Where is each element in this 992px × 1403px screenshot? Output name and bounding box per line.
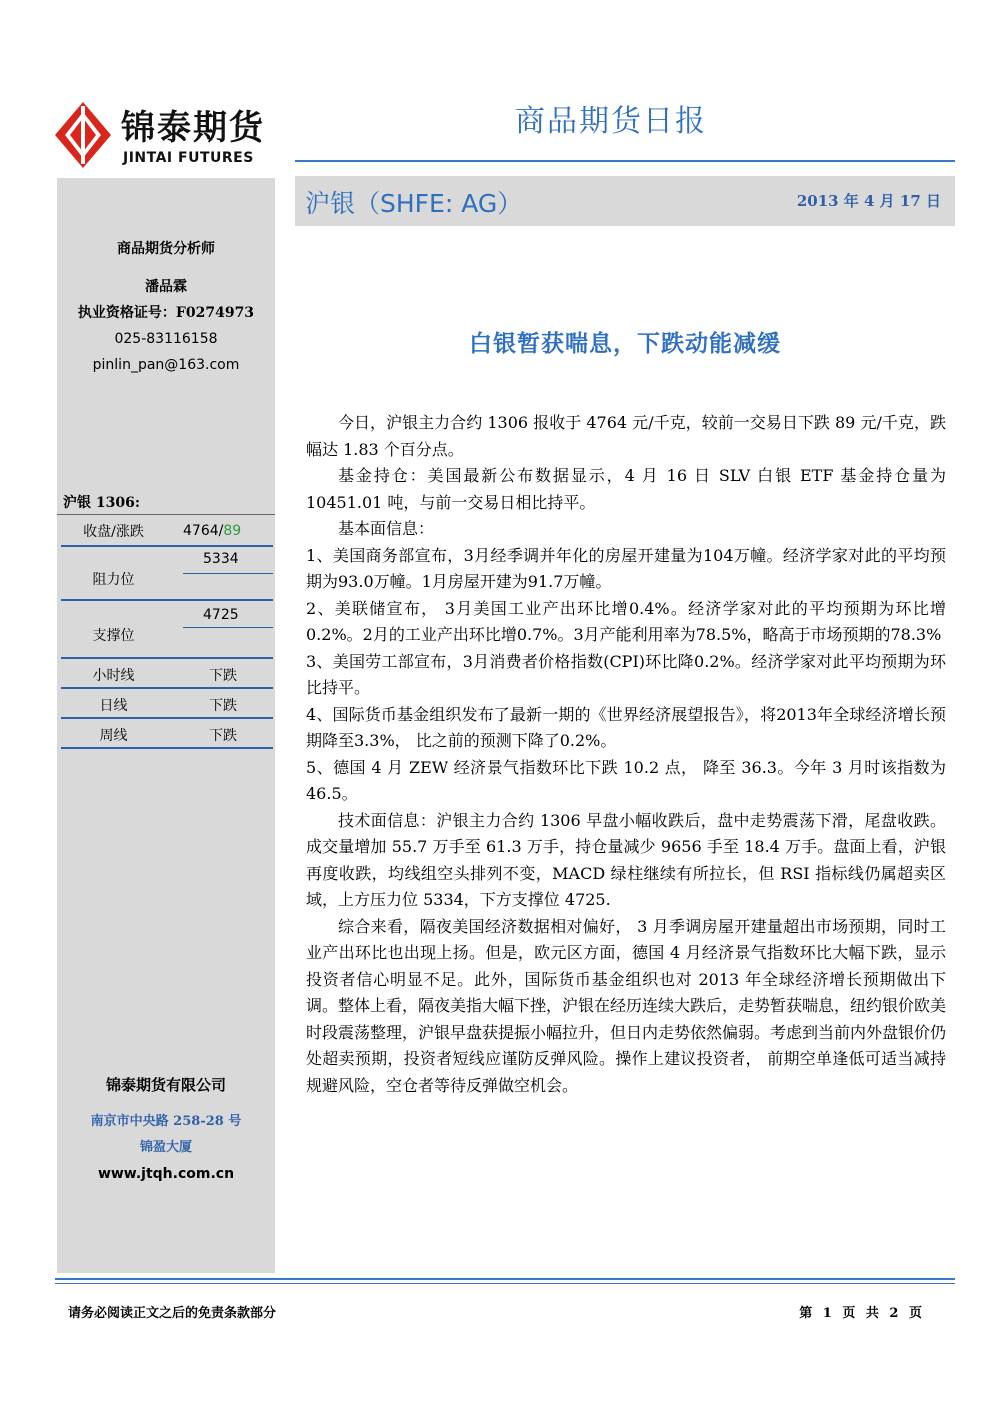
- footer-page-number: 第 1 页 共 2 页: [799, 1306, 922, 1321]
- address-line: 南京市中央路 258-28 号: [90, 1114, 242, 1129]
- logo-text-cn: 锦泰期货: [121, 108, 265, 148]
- analyst-info: [57, 236, 275, 378]
- metric-label: 收盘/涨跌: [83, 524, 144, 540]
- metric-row-support: [61, 601, 273, 659]
- analyst-title: 商品期货分析师: [117, 241, 215, 257]
- metric-value: 下跌: [209, 728, 237, 744]
- address-line: 锦盈大厦: [139, 1140, 192, 1155]
- metric-row-weekly: [61, 719, 273, 749]
- contract-label: 沪银 1306:: [63, 495, 141, 511]
- jintai-logo-icon: [55, 102, 111, 168]
- logo-text-en: JINTAI FUTURES: [123, 150, 254, 166]
- paragraph: 4、国际货币基金组织发布了最新一期的《世界经济展望报告》，将2013年全球经济增长预期降至3.3%， 比之前的预测下降了0.2%。: [306, 704, 946, 750]
- metric-value: 4725: [203, 607, 239, 623]
- metric-row-resistance: [61, 547, 273, 601]
- metric-value: 5334: [203, 551, 239, 567]
- paragraph: 今日，沪银主力合约 1306 报收于 4764 元/千克，较前一交易日下跌 89 元/千克，跌幅达 1.83 个百分点。: [306, 413, 946, 459]
- paragraph: 5、德国 4 月 ZEW 经济景气指数环比下跌 10.2 点， 降至 36.3。今年 3 月时该指数为 46.5。: [306, 757, 946, 803]
- report-date: 2013 年 4 月 17 日: [796, 192, 941, 210]
- subject-bar: [295, 176, 955, 226]
- metric-value: 下跌: [209, 698, 237, 714]
- company-website[interactable]: www.jtqh.com.cn: [97, 1166, 235, 1182]
- cell-divider: [183, 627, 273, 628]
- market-metrics-table: [61, 515, 273, 749]
- metric-value: [183, 523, 273, 539]
- analyst-name: 潘品霖: [145, 279, 187, 295]
- metric-value: 下跌: [209, 668, 237, 684]
- paragraph: 2、美联储宣布， 3月美国工业产出环比增0.4%。经济学家对此的平均预期为环比增0.2%。2月的工业产出环比增0.7%。3月产能利用率为78.5%，略高于市场预期的78.3%: [306, 598, 946, 644]
- metric-row-daily: [61, 689, 273, 719]
- footer-divider: [55, 1283, 955, 1284]
- footer-disclaimer[interactable]: 请务必阅读正文之后的免责条款部分: [68, 1306, 277, 1321]
- metric-label: 日线: [99, 698, 128, 714]
- close-value: 4764/: [183, 523, 224, 539]
- sidebar: [57, 178, 275, 1273]
- analyst-phone: 025-83116158: [114, 331, 218, 347]
- paragraph: 综合来看，隔夜美国经济数据相对偏好， 3 月季调房屋开建量超出市场预期，同时工业产出环比也出现上扬。但是，欧元区方面，德国 4 月经济景气指数环比大幅下跌，显示投资者信心明显不足。此外，国际货币基金组织也对 2013 年全球经济增长预期做出下调。整体上看，隔夜美指大幅下挫，沪银在经历连续大跌后，走势暂获喘息，纽约银价欧美时段震荡整理，沪银早盘获提振小幅拉升，但日内走势依然偏弱。考虑到当前内外盘银价仍处超卖预期，投资者短线应谨防反弹风险。操作上建议投资者， 前期空单逢低可适当减持规避风险，空仓者等待反弹做空机会。: [306, 916, 947, 1095]
- header-divider: [295, 160, 955, 162]
- analyst-email[interactable]: pinlin_pan@163.com: [92, 357, 240, 373]
- metric-row-close: [61, 515, 273, 547]
- report-title: 商品期货日报: [515, 104, 707, 139]
- article-headline: 白银暂获喘息，下跌动能减缓: [469, 331, 781, 357]
- cell-divider: [183, 573, 273, 574]
- metric-label: 阻力位: [92, 572, 135, 588]
- company-logo: [55, 100, 275, 172]
- company-address: [57, 1109, 275, 1161]
- change-value: 89: [223, 523, 242, 539]
- subject-title: 沪银（SHFE: AG）: [305, 189, 523, 218]
- paragraph: 基金持仓：美国最新公布数据显示，4 月 16 日 SLV 白银 ETF 基金持仓量为 10451.01 吨，与前一交易日相比持平。: [306, 466, 946, 512]
- footer-divider: [55, 1278, 955, 1280]
- metric-label: 支撑位: [92, 628, 135, 644]
- paragraph: 1、美国商务部宣布，3月经季调并年化的房屋开建量为104万幢。经济学家对此的平均预期为93.0万幢。1月房屋开建为91.7万幢。: [306, 545, 946, 591]
- metric-row-hourly: [61, 659, 273, 689]
- paragraph: 基本面信息：: [338, 519, 435, 538]
- metric-label: 周线: [99, 728, 128, 744]
- analyst-license: 执业资格证号：F0274973: [77, 305, 255, 321]
- company-info: [57, 1074, 275, 1187]
- paragraph: 3、美国劳工部宣布，3月消费者价格指数(CPI)环比降0.2%。经济学家对此平均预期为环比持平。: [306, 651, 946, 697]
- paragraph: 技术面信息：沪银主力合约 1306 早盘小幅收跌后，盘中走势震荡下滑，尾盘收跌。成交量增加 55.7 万手至 61.3 万手，持仓量减少 9656 手至 18.4 万手。盘面上看，沪银再度收跌，均线组空头排列不变，MACD 绿柱继续有所拉长，但 RSI 指标线仍属超卖区域，上方压力位 5334，下方支撑位 4725.: [306, 810, 946, 909]
- company-name: 锦泰期货有限公司: [105, 1076, 226, 1094]
- article-body: [306, 410, 946, 1099]
- metric-label: 小时线: [92, 668, 135, 684]
